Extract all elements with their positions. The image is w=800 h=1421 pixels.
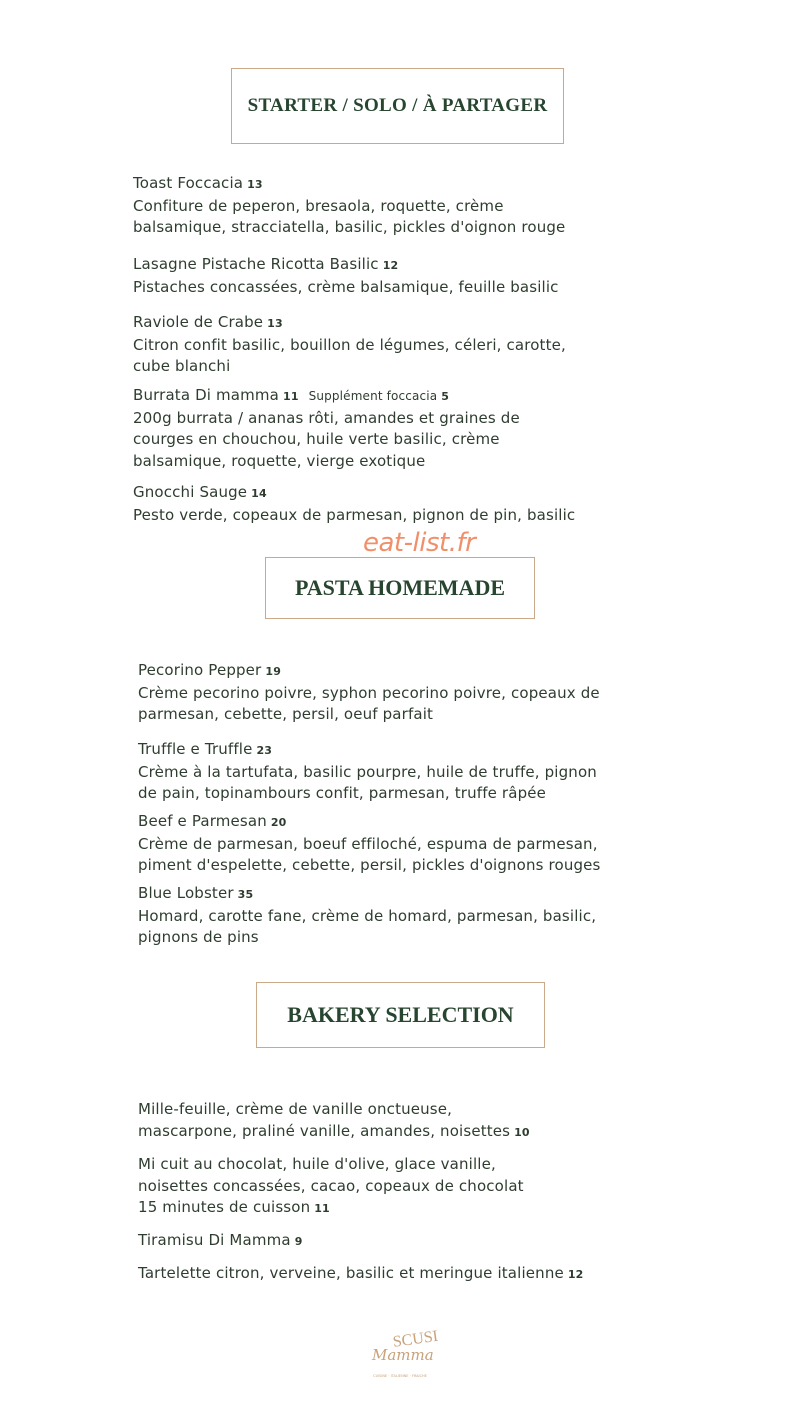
item-name: Truffle e Truffle [138, 740, 253, 758]
item-text: Mille-feuille, crème de vanille onctueuse, [138, 1100, 453, 1118]
item-header [133, 173, 565, 196]
item-text: noisettes concassées, cacao, copeaux de chocolat [138, 1176, 524, 1195]
item-description-line: Crème de parmesan, boeuf effiloché, espuma de parmesan, [138, 834, 598, 853]
item-description-line: balsamique, roquette, vierge exotique [133, 451, 426, 470]
item-price: 19 [265, 665, 281, 678]
item-description-line: Confiture de peperon, bresaola, roquette, crème [133, 196, 504, 215]
item-text: 15 minutes de cuisson [138, 1198, 311, 1216]
menu-item [138, 1263, 583, 1286]
item-name: Lasagne Pistache Ricotta Basilic [133, 255, 379, 273]
item-description-line: Pesto verde, copeaux de parmesan, pignon de pin, basilic [133, 505, 576, 524]
section-title: BAKERY SELECTION [287, 1002, 514, 1027]
item-header [133, 482, 575, 505]
logo-text: SCUSI [391, 1327, 440, 1351]
menu-item [133, 254, 559, 298]
item-price: 23 [256, 744, 273, 757]
item-text: Mi cuit au chocolat, huile d'olive, glace vanille, [138, 1155, 496, 1173]
item-description-line: 200g burrata / ananas rôti, amandes et graines de [133, 408, 520, 427]
item-description-line: piment d'espelette, cebette, persil, pickles d'oignons rouges [138, 856, 601, 874]
item-description-line [138, 1230, 303, 1253]
item-header [138, 739, 597, 762]
menu-item [138, 1230, 303, 1253]
section-heading-pasta [265, 557, 535, 619]
item-description-line: balsamique, stracciatella, basilic, pickles d'oignon rouge [133, 218, 566, 236]
item-description-line: pignons de pins [138, 928, 259, 946]
item-description-line [138, 1197, 524, 1220]
item-description-line: Crème à la tartufata, basilic pourpre, huile de truffe, pignon [138, 762, 597, 781]
item-price: 11 [314, 1202, 330, 1215]
menu-item [138, 811, 601, 877]
item-header [133, 312, 566, 335]
item-description-line: Pistaches concassées, crème balsamique, feuille basilic [133, 277, 559, 296]
item-description-line [138, 1154, 524, 1176]
menu-item [133, 312, 566, 378]
item-supplement-price: 5 [441, 390, 450, 403]
item-header [138, 883, 596, 906]
section-title: STARTER / SOLO / À PARTAGER [247, 95, 548, 116]
item-text: mascarpone, praliné vanille, amandes, noisettes [138, 1121, 511, 1140]
menu-item [133, 173, 565, 239]
item-name: Beef e Parmesan [138, 812, 267, 830]
item-name: Raviole de Crabe [133, 313, 264, 331]
item-price: 12 [382, 259, 399, 272]
item-supplement: Supplément foccacia [308, 389, 438, 403]
item-name: Pecorino Pepper [138, 661, 262, 679]
item-price: 13 [267, 317, 283, 330]
item-price: 9 [294, 1235, 303, 1248]
item-price: 13 [247, 178, 263, 191]
item-description-line: Crème pecorino poivre, syphon pecorino poivre, copeaux de [138, 683, 600, 702]
item-header [133, 254, 559, 277]
menu-item [133, 482, 575, 526]
item-price: 14 [251, 487, 267, 500]
item-description-line: courges en chouchou, huile verte basilic, crème [133, 430, 500, 448]
item-description-line: cube blanchi [133, 357, 231, 375]
item-description-line: parmesan, cebette, persil, oeuf parfait [138, 705, 434, 723]
item-price: 11 [283, 390, 299, 403]
watermark-text: eat-list.fr [363, 528, 476, 558]
item-price: 35 [237, 888, 254, 901]
logo-tagline: CUISINE · ITALIENNE · FRAICHE [373, 1374, 427, 1378]
menu-item [133, 385, 520, 472]
menu-item [138, 1154, 524, 1220]
section-heading-bakery [256, 982, 545, 1048]
section-heading-starter [231, 68, 564, 144]
menu-item [138, 883, 596, 949]
menu-item [138, 739, 597, 805]
item-text: Tartelette citron, verveine, basilic et meringue italienne [138, 1264, 564, 1282]
item-name: Blue Lobster [138, 884, 234, 902]
item-description-line: Homard, carotte fane, crème de homard, parmesan, basilic, [138, 906, 597, 925]
item-header [133, 385, 520, 408]
item-name: Gnocchi Sauge [133, 483, 248, 501]
item-description-line: de pain, topinambours confit, parmesan, truffe râpée [138, 784, 547, 802]
item-price: 12 [567, 1268, 584, 1281]
item-name: Toast Foccacia [133, 174, 244, 192]
item-description-line [138, 1263, 583, 1286]
item-text: Tiramisu Di Mamma [138, 1231, 291, 1249]
logo-script: Mamma [372, 1346, 434, 1364]
scusi-mamma-logo [360, 1322, 440, 1382]
item-description-line [138, 1121, 530, 1144]
section-title: PASTA HOMEMADE [294, 575, 506, 600]
item-name: Burrata Di mamma [133, 386, 280, 404]
item-description-line [138, 1176, 524, 1198]
item-description-line [138, 1099, 530, 1121]
menu-item [138, 1099, 530, 1143]
item-header [138, 660, 600, 683]
item-price: 20 [270, 816, 287, 829]
item-price: 10 [514, 1125, 530, 1139]
item-description-line: Citron confit basilic, bouillon de légumes, céleri, carotte, [133, 335, 566, 354]
item-header [138, 811, 601, 834]
menu-item [138, 660, 600, 726]
